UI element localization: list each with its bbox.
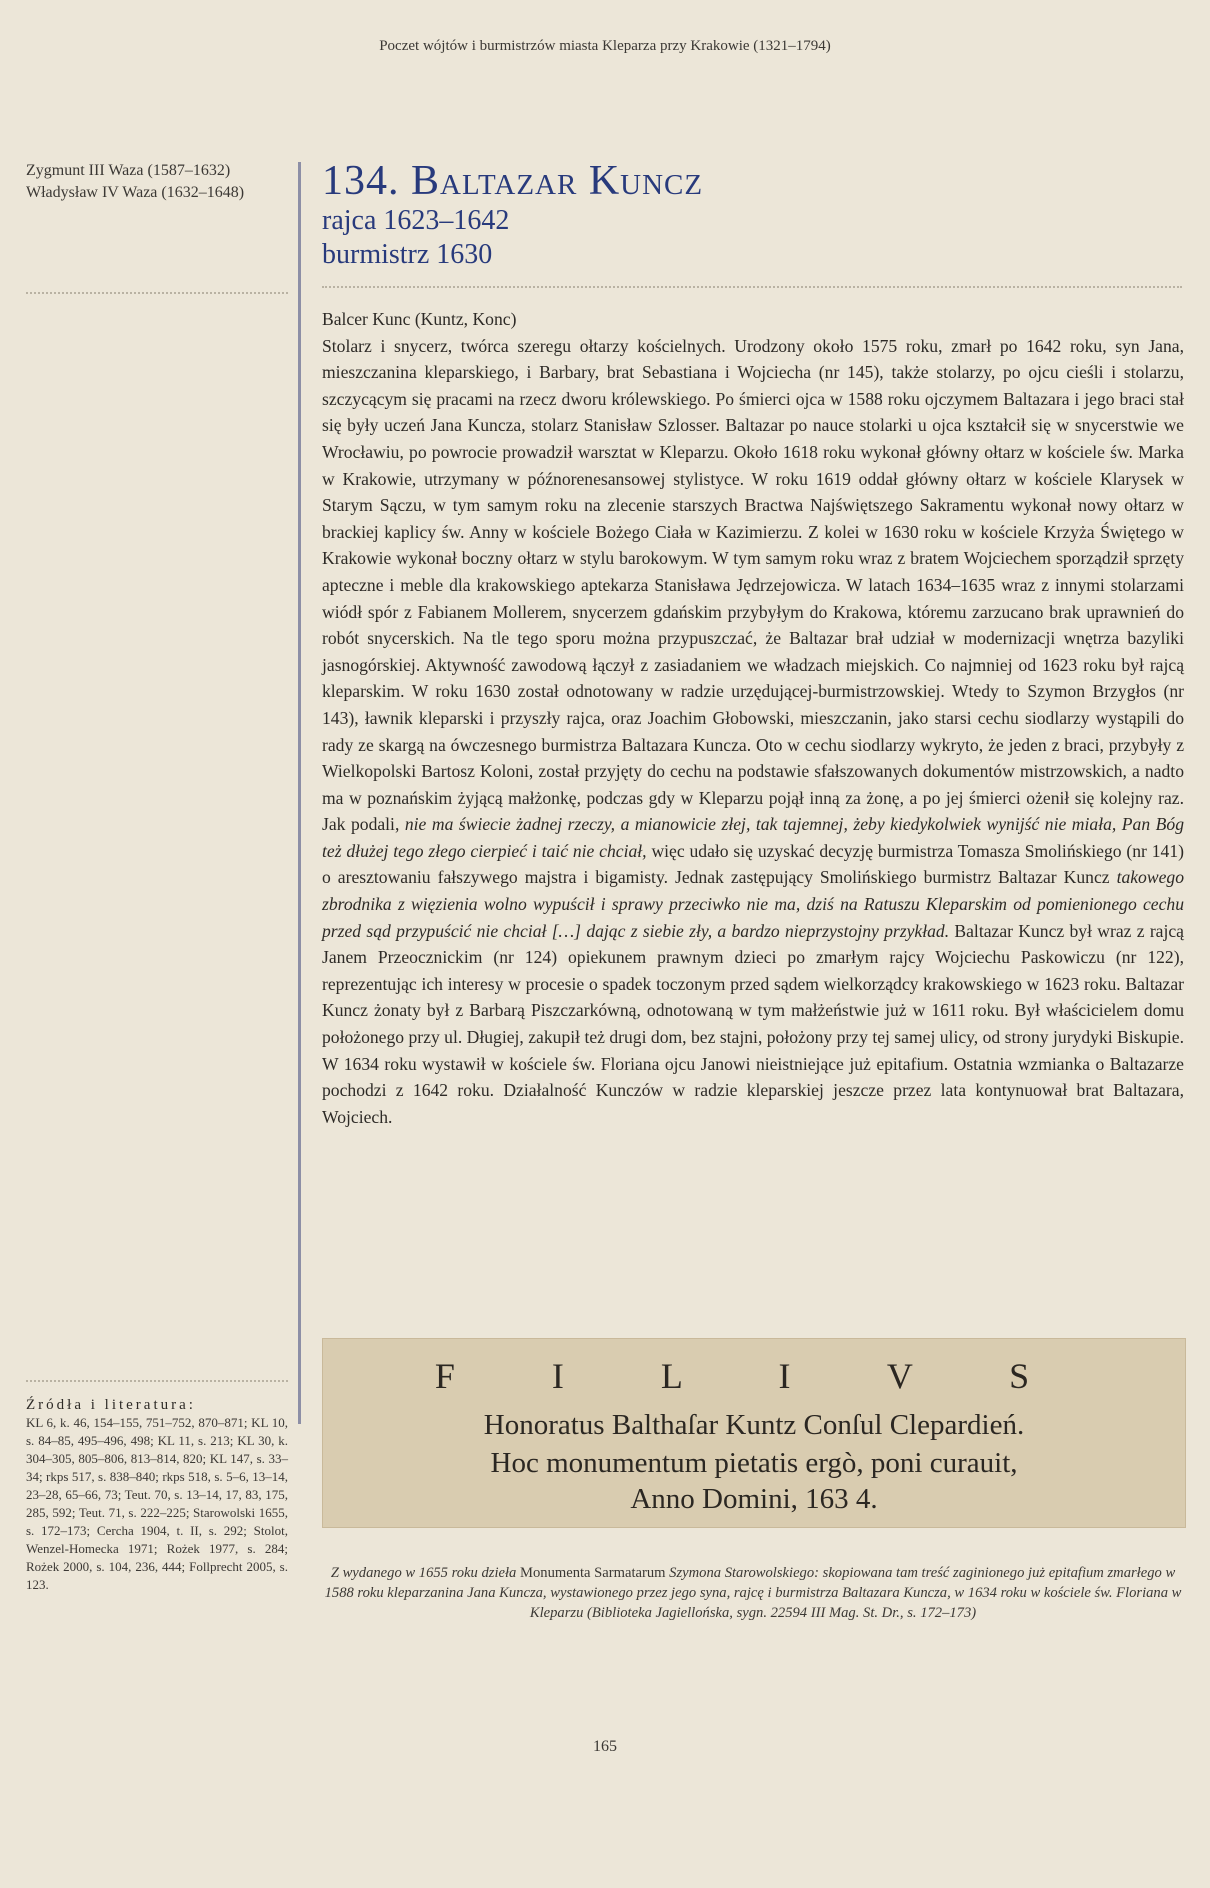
entry-title: 134. Baltazar Kuncz: [322, 158, 704, 204]
text-part-3: Baltazar Kuncz był wraz z rajcą Janem Przeocznickim (nr 124) opiekunem prawnym dzieci po zmarłym rajcy Wojciechu Paskowiczu (nr 122), reprezentując ich interesy w procesie o spadek toczonym przed sądem wielkorządcy krakowskiego w 1623 roku. Baltazar Kuncz żonaty był z Barbarą Piszczarkówną, odnotowaną w tym małżeństwie już w 1611 roku. Był właścicielem domu położonego przy ul. Długiej, zakupił też drugi dom, bez stajni, położony przy tej samej ulicy, od strony jurydyki Biskupie. W 1634 roku wystawił w kościele św. Floriana ojcu Janowi nieistniejące już epitafium. Ostatnia wzmianka o Baltazarze pochodzi z 1642 roku. Działalność Kunczów w radzie kleparskiej jeszcze przez lata kontynuował brat Baltazara, Wojciech.: [322, 920, 1184, 1127]
page-number: 165: [593, 1738, 617, 1755]
sources-label: Źródła i literatura:: [26, 1397, 196, 1413]
quote-part-2: takowego zbrodnika z więzienia wolno wypuścił i sprawy przeciwko nie ma, dziś na Ratuszu Kleparskim od pomienionego cechu przed sąd przypuścić nie chciał […] dając z siebie zły, a bardzo nieprzystojny przykład.: [322, 867, 1184, 941]
epitaph-line-monumentum: Hoc monumentum pietatis ergò, poni curauit,: [490, 1447, 1018, 1479]
sources-text: KL 6, k. 46, 154–155, 751–752, 870–871; KL 10, s. 84–85, 495–496, 498; KL 11, s. 213; KL 30, k. 304–305, 805–806, 813–814, 820; KL 147, s. 33–34; rkps 517, s. 838–840; rkps 518, s. 5–6, 13–14, 23–28, 65–66, 73; Teut. 70, s. 13–14, 17, 83, 175, 285, 592; Teut. 71, s. 222–225; Starowolski 1655, s. 172–173; Cercha 1904, t. II, s. 292; Stolot, Wenzel-Homecka 1971; Rożek 1977, s. 284; Rożek 2000, s. 104, 236, 444; Follprecht 2005, s. 123.: [26, 1415, 288, 1592]
running-header: Poczet wójtów i burmistrzów miasta Kleparza przy Krakowie (1321–1794): [379, 38, 831, 54]
office-burmistrz: burmistrz 1630: [322, 239, 493, 270]
reign-wladyslaw: Władysław IV Waza (1632–1648): [26, 184, 245, 201]
vertical-rule: [298, 162, 301, 1424]
quote-part-1: nie ma świecie żadnej rzeczy, a mianowicie złej, tak tajemnej, żeby kiedykolwiek wynijść nie miała, Pan Bóg też dłużej tego złego cierpieć i taić nie chciał,: [322, 814, 1184, 861]
epitaph-filius: F I L I V S: [434, 1356, 1074, 1396]
epitaph-caption: [322, 1563, 1184, 1623]
sources-block: [26, 1396, 288, 1594]
entry-alias: Balcer Kunc (Kuntz, Konc): [322, 309, 517, 329]
epitaph-line-anno: Anno Domini, 163 4.: [630, 1483, 878, 1515]
office-rajca: rajca 1623–1642: [322, 205, 510, 236]
epitaph-line-honoratus: Honoratus Balthaſar Kuntz Conſul Clepardień.: [483, 1409, 1025, 1441]
caption-part-1: Z wydanego w 1655 roku dzieła: [330, 1565, 517, 1581]
sources-divider: [26, 1380, 288, 1382]
caption-work-title: Monumenta Sarmatarum: [520, 1565, 666, 1581]
entry-body: [322, 306, 1184, 1130]
text-part-2: więc udało się uzyskać decyzję burmistrza Tomasza Smolińskiego (nr 141) o aresztowaniu fałszywego majstra i bigamisty. Jednak zastępujący Smolińskiego burmistrz Baltazar Kuncz: [322, 840, 1185, 888]
heading-divider: [322, 286, 1182, 288]
text-part-1: Stolarz i snycerz, twórca szeregu ołtarzy kościelnych. Urodzony około 1575 roku, zmarł po 1642 roku, syn Jana, mieszczanina kleparskiego, i Barbary, brat Sebastiana i Wojciecha (nr 145), także stolarzy, po ojcu cieśli i stolarzu, szczycącym się pracami na rzecz dworu królewskiego. Po śmierci ojca w 1588 roku ojczymem Baltazara i jego braci stał się były uczeń Jana Kuncza, stolarz Stanisław Szlosser. Baltazar po nauce stolarki u ojca kształcił się w snycerstwie we Wrocławiu, po powrocie prowadził warsztat w Kleparzu. Około 1618 roku wykonał główny ołtarz w kościele św. Marka w Krakowie, utrzymany w późnorenesansowej stylistyce. W roku 1619 oddał główny ołtarz w kościele Klarysek w Starym Sączu, w tym samym roku na zlecenie starszych Bractwa Najświętszego Sakramentu wykonał nowy ołtarz w brackiej kaplicy św. Anny w kościele Bożego Ciała w Kazimierzu. Z kolei w 1630 roku w kościele Krzyża Świętego w Krakowie wykonał boczny ołtarz w stylu barokowym. W tym samym roku wraz z bratem Wojciechem sporządził sprzęty apteczne i meble dla krakowskiego aptekarza Stanisława Jędrzejowicza. W latach 1634–1635 wraz z innymi stolarzami wiódł spór z Fabianem Mollerem, snycerzem gdańskim przybyłym do Krakowa, któremu zarzucano brak uprawnień do robót snycerskich. Na tle tego sporu można przypuszczać, że Baltazar brał udział w modernizacji wnętrza bazyliki jasnogórskiej. Aktywność zawodową łączył z zasiadaniem we władzach miejskich. Co najmniej od 1623 roku był rajcą kleparskim. W roku 1630 został odnotowany w radzie urzędującej-burmistrzowskiej. Wtedy to Szymon Brzygłos (nr 143), ławnik kleparski i przyszły rajca, oraz Joachim Głobowski, mieszczanin, jako starsi cechu siodlarzy wystąpili do rady ze skargą na ówczesnego burmistrza Baltazara Kuncza. Oto w cechu siodlarzy wykryto, że jeden z braci, przybyły z Wielkopolski Bartosz Koloni, został przyjęty do cechu na podstawie sfałszowanych dokumentów mistrzowskich, a nadto ma w poznańskim żyjącą małżonkę, podczas gdy w Kleparzu pojął inną za żonę, a po jej śmierci ożenił się kolejny raz. Jak podali,: [322, 335, 1184, 835]
reign-zygmunt: Zygmunt III Waza (1587–1632): [26, 162, 231, 179]
entry-paragraph: [322, 333, 1184, 1131]
entry-heading: [322, 158, 1182, 272]
caption-part-3: Szymona Starowolskiego: skopiowana tam treść zaginionego już epitafium zmarłego w 1588 roku kleparzanina Jana Kuncza, wystawionego przez jego syna, rajcę i burmistrza Baltazara Kuncza, w 1634 roku w kościele św. Floriana w Kleparzu (Biblioteka Jagiellońska, sygn. 22594 III Mag. St. Dr., s. 172–173): [324, 1565, 1182, 1621]
epitaph-frame: [322, 1338, 1186, 1528]
margin-divider: [26, 292, 288, 294]
margin-reign-list: [26, 160, 296, 204]
